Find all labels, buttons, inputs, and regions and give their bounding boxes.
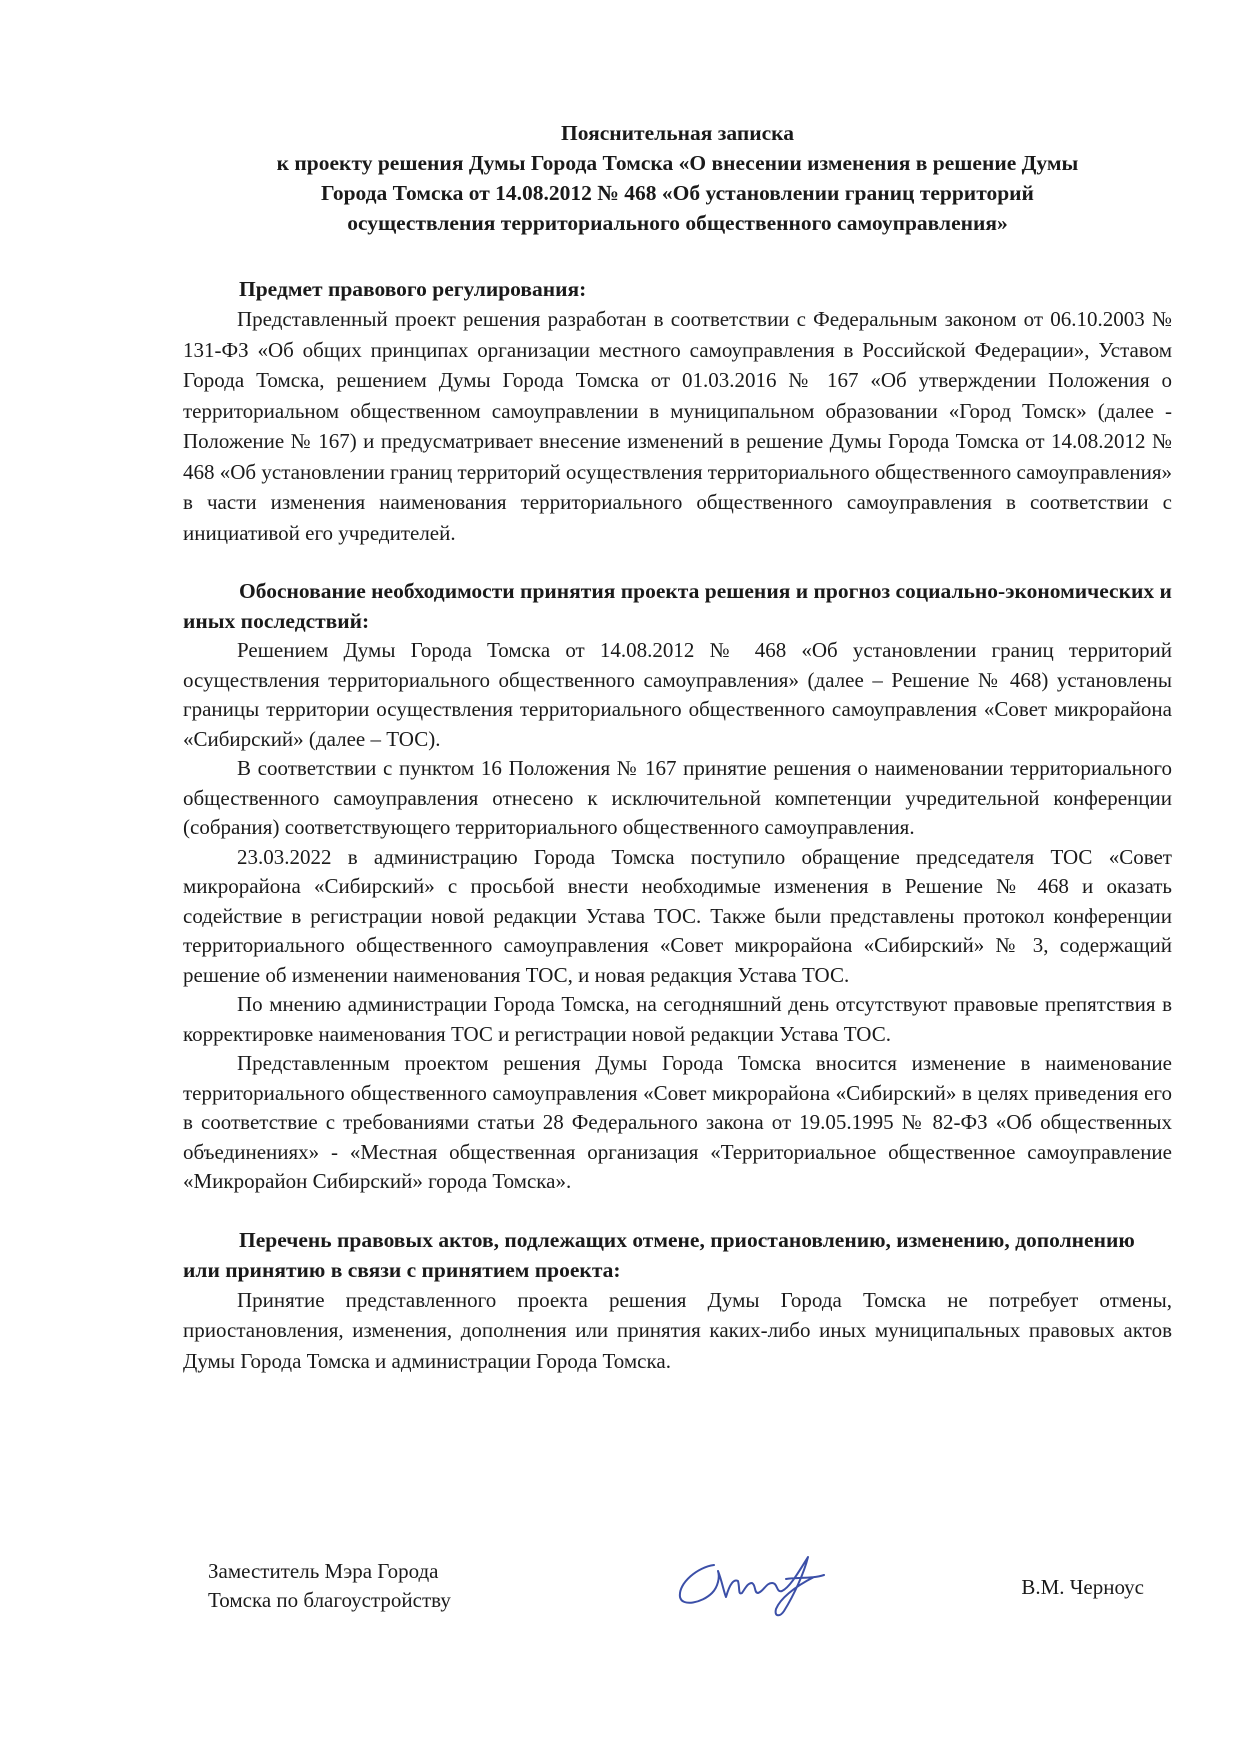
signatory-name: В.М. Черноус bbox=[1021, 1575, 1144, 1599]
paragraph: Представленным проектом решения Думы Города Томска вносится изменение в наименование территориального общественного самоуправления «Совет микрорайона «Сибирский» в целях приведения его в соответствие с требованиями статьи 28 Федерального закона от 19.05.1995 № 82-ФЗ «Об общественных объединениях» - «Местная общественная организация «Территориальное общественное самоуправление «Микрорайон Сибирский» города Томска». bbox=[183, 1051, 1172, 1193]
paragraph: В соответствии с пунктом 16 Положения № 167 принятие решения о наименовании территориального общественного самоуправления отнесено к исключительной компетенции учредительной конференции (собрания) соответствующего территориального общественного самоуправления. bbox=[183, 756, 1172, 839]
signatory-position bbox=[208, 1557, 451, 1615]
signature-block bbox=[208, 1557, 1188, 1647]
handwritten-signature bbox=[668, 1543, 838, 1619]
section-heading: Перечень правовых актов, подлежащих отмене, приостановлению, изменению, дополнению или принятию в связи с принятием проекта: bbox=[183, 1227, 1135, 1282]
paragraph: Решением Думы Города Томска от 14.08.2012 № 468 «Об установлении границ территорий осуществления территориального общественного самоуправления» (далее – Решение № 468) установлены границы территории осуществления территориального общественного самоуправления «Совет микрорайона «Сибирский» (далее – ТОС). bbox=[183, 638, 1172, 751]
section-justification bbox=[183, 576, 1172, 1197]
title-line-1: Пояснительная записка bbox=[561, 121, 794, 145]
paragraph: 23.03.2022 в администрацию Города Томска поступило обращение председателя ТОС «Совет микрорайона «Сибирский» с просьбой внести необходимые изменения в Решение № 468 и оказать содействие в регистрации новой редакции Устава ТОС. Также были представлены протокол конференции территориального общественного самоуправления «Совет микрорайона «Сибирский» № 3, содержащий решение об изменении наименования ТОС, и новая редакция Устава ТОС. bbox=[183, 844, 1172, 987]
section-heading: Предмет правового регулирования: bbox=[239, 277, 587, 301]
paragraph: Принятие представленного проекта решения Думы Города Томска не потребует отмены, приостановления, изменения, дополнения или принятия каких-либо иных муниципальных правовых актов Думы Города Томска и администрации Города Томска. bbox=[183, 1287, 1172, 1373]
position-line-2: Томска по благоустройству bbox=[208, 1588, 451, 1612]
section-legal-regulation bbox=[183, 274, 1172, 548]
paragraph: По мнению администрации Города Томска, на сегодняшний день отсутствуют правовые препятствия в корректировке наименования ТОС и регистрации новой редакции Устава ТОС. bbox=[183, 992, 1172, 1046]
document-title bbox=[183, 118, 1172, 238]
title-line-2: к проекту решения Думы Города Томска «О внесении изменения в решение Думы bbox=[276, 151, 1079, 175]
title-line-4: осуществления территориального общественного самоуправления» bbox=[347, 211, 1008, 235]
position-line-1: Заместитель Мэра Города bbox=[208, 1559, 439, 1583]
section-heading: Обоснование необходимости принятия проекта решения и прогноз социально-экономических и иных последствий: bbox=[183, 579, 1172, 633]
section-legal-acts-list bbox=[183, 1225, 1172, 1377]
paragraph: Представленный проект решения разработан в соответствии с Федеральным законом от 06.10.2003 № 131-ФЗ «Об общих принципах организации местного самоуправления в Российской Федерации», Уставом Города Томска, решением Думы Города Томска от 01.03.2016 № 167 «Об утверждении Положения о территориальном общественном самоуправлении в муниципальном образовании «Город Томск» (далее - Положение № 167) и предусматривает внесение изменений в решение Думы Города Томска от 14.08.2012 № 468 «Об установлении границ территорий осуществления территориального общественного самоуправления» в части изменения наименования территориального общественного самоуправления в соответствии с инициативой его учредителей. bbox=[183, 307, 1172, 545]
title-line-3: Города Томска от 14.08.2012 № 468 «Об установлении границ территорий bbox=[321, 181, 1034, 205]
